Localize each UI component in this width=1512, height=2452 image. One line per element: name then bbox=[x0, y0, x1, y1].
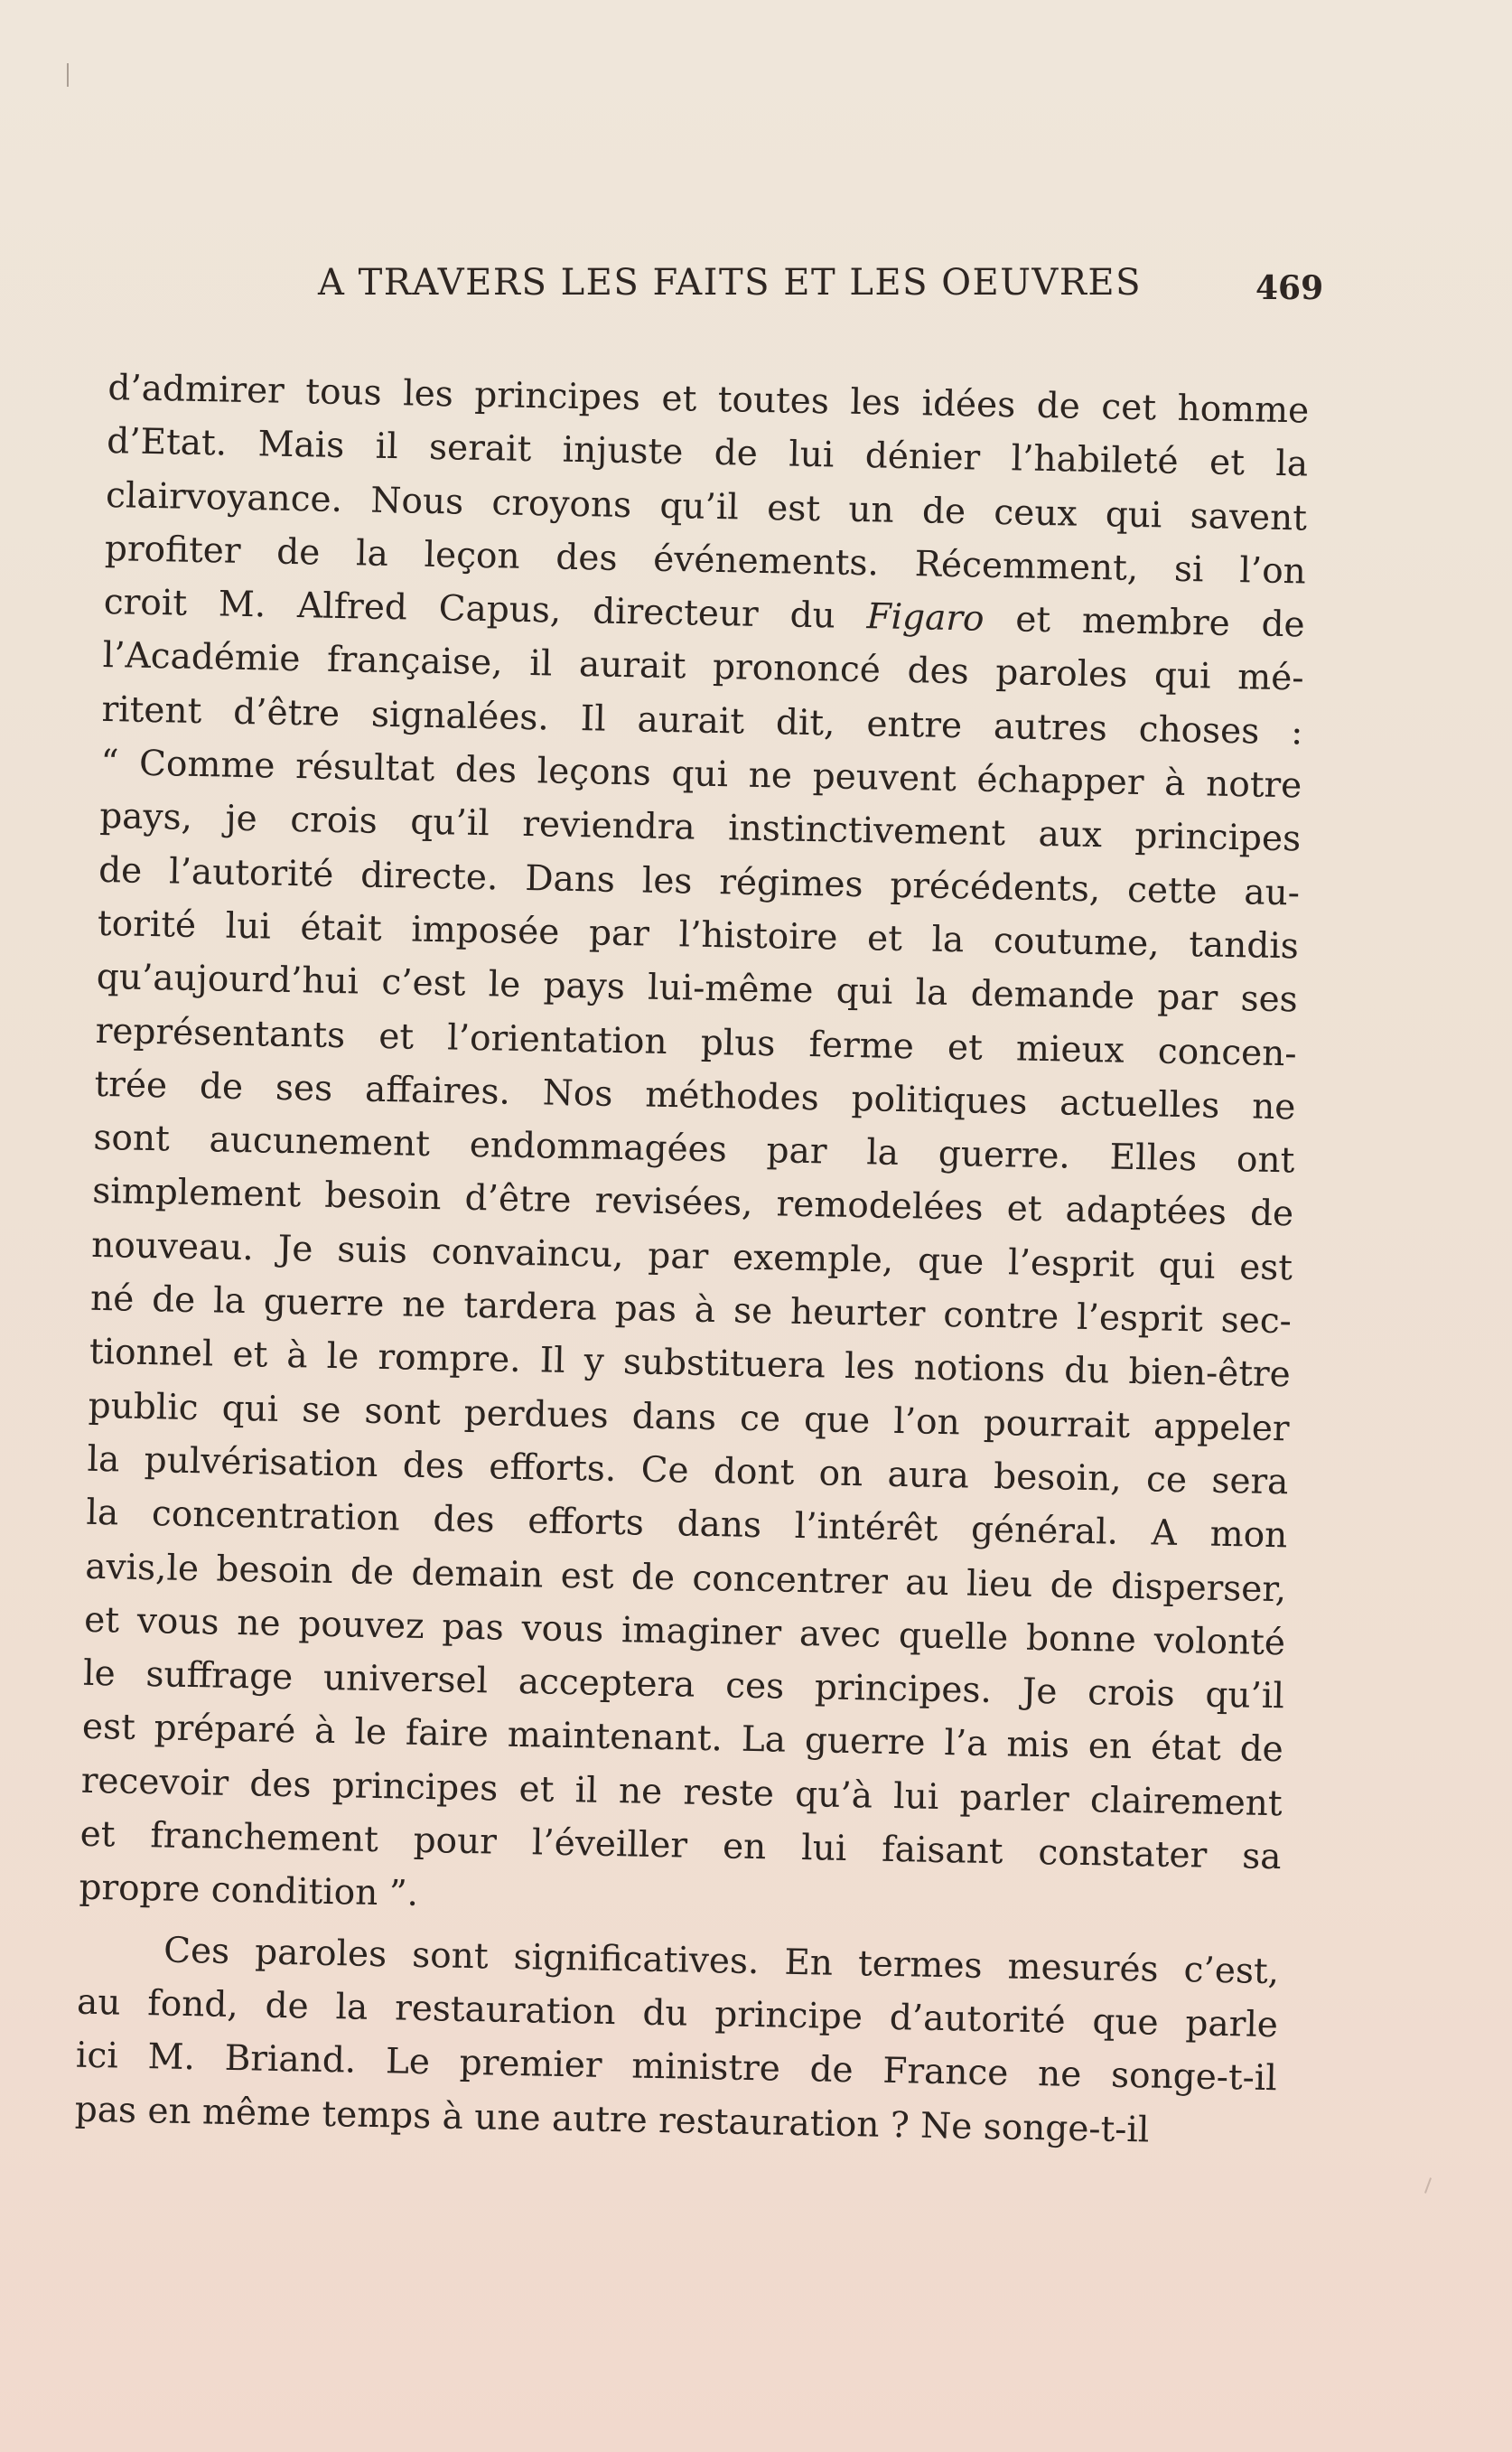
text-line: trée de ses affaires. Nos méthodes politiques actuelles ne bbox=[94, 1063, 1296, 1128]
text-line: ici M. Briand. Le premier ministre de France ne songe-t-il bbox=[75, 2035, 1278, 2100]
text-line: propre condition ”. bbox=[79, 1867, 419, 1915]
text-line: nouveau. Je suis convaincu, par exemple, que l’esprit qui est bbox=[90, 1224, 1293, 1289]
text-line: recevoir des principes et il ne reste qu’à lui parler clairement bbox=[80, 1760, 1283, 1824]
italic-title: Figaro bbox=[866, 596, 985, 640]
text-line: croit M. Alfred Capus, directeur du Figaro et membre de bbox=[103, 582, 1306, 646]
margin-mark bbox=[1424, 2177, 1432, 2194]
text-line: de l’autorité directe. Dans les régimes précédents, cette au- bbox=[98, 849, 1301, 914]
text-line: l’Académie française, il aurait prononcé des paroles qui mé- bbox=[102, 635, 1304, 699]
text-line: la concentration des efforts dans l’intérêt général. A mon bbox=[86, 1493, 1288, 1557]
text-line: pays, je crois qu’il reviendra instinctivement aux principes bbox=[98, 796, 1302, 860]
text-line: né de la guerre ne tardera pas à se heurter contre l’esprit sec- bbox=[89, 1277, 1293, 1343]
text-line: sont aucunement endommagées par la guerre. Elles ont bbox=[93, 1118, 1295, 1182]
text-line: et vous ne pouvez pas vous imaginer avec quelle bonne volonté bbox=[83, 1599, 1286, 1664]
text-line: “ Comme résultat des leçons qui ne peuvent échapper à notre bbox=[100, 743, 1302, 807]
text-line: ritent d’être signalées. Il aurait dit, entre autres choses : bbox=[101, 688, 1303, 753]
text-line: au fond, de la restauration du principe d’autorité que parle bbox=[76, 1981, 1279, 2046]
margin-mark bbox=[67, 63, 69, 87]
text-line: d’Etat. Mais il serait injuste de lui dénier l’habileté et la bbox=[106, 421, 1309, 485]
text-line: public qui se sont perdues dans ce que l’on pourrait appeler bbox=[88, 1385, 1290, 1449]
text-line: et franchement pour l’éveiller en lui faisant constater sa bbox=[79, 1813, 1282, 1878]
text-line: est préparé à le faire maintenant. La guerre l’a mis en état de bbox=[81, 1707, 1284, 1771]
text-line: qu’aujourd’hui c’est le pays lui-même qui la demande par ses bbox=[96, 957, 1299, 1021]
text-line: torité lui était imposée par l’histoire et la coutume, tandis bbox=[97, 903, 1300, 968]
text-line: tionnel et à le rompre. Il y substituera les notions du bien-être bbox=[89, 1332, 1292, 1396]
text-line: la pulvérisation des efforts. Ce dont on aura besoin, ce sera bbox=[87, 1438, 1289, 1503]
text-line: pas en même temps à une autre restauration ? Ne songe-t-il bbox=[74, 2089, 1150, 2150]
text-line: simplement besoin d’être revisées, remodelées et adaptées de bbox=[91, 1171, 1294, 1235]
body-text bbox=[74, 361, 1309, 2159]
text-line: avis,le besoin de demain est de concentrer au lieu de disperser, bbox=[84, 1546, 1287, 1610]
text-line: clairvoyance. Nous croyons qu’il est un de ceux qui savent bbox=[105, 474, 1308, 539]
text-line: profiter de la leçon des événements. Récemment, si l’on bbox=[104, 528, 1307, 593]
text-line: le suffrage universel acceptera ces principes. Je crois qu’il bbox=[82, 1652, 1285, 1717]
text-line: d’admirer tous les principes et toutes les idées de cet homme bbox=[107, 367, 1310, 432]
text-line: représentants et l’orientation plus ferme et mieux concen- bbox=[95, 1010, 1297, 1074]
page-number: 469 bbox=[1255, 269, 1324, 307]
text-line: Ces paroles sont significatives. En termes mesurés c’est, bbox=[163, 1930, 1280, 1992]
page-header bbox=[0, 262, 1512, 316]
paragraph bbox=[79, 361, 1310, 1938]
paragraph bbox=[74, 1922, 1279, 2159]
running-title: A TRAVERS LES FAITS ET LES OEUVRES bbox=[318, 262, 1143, 304]
